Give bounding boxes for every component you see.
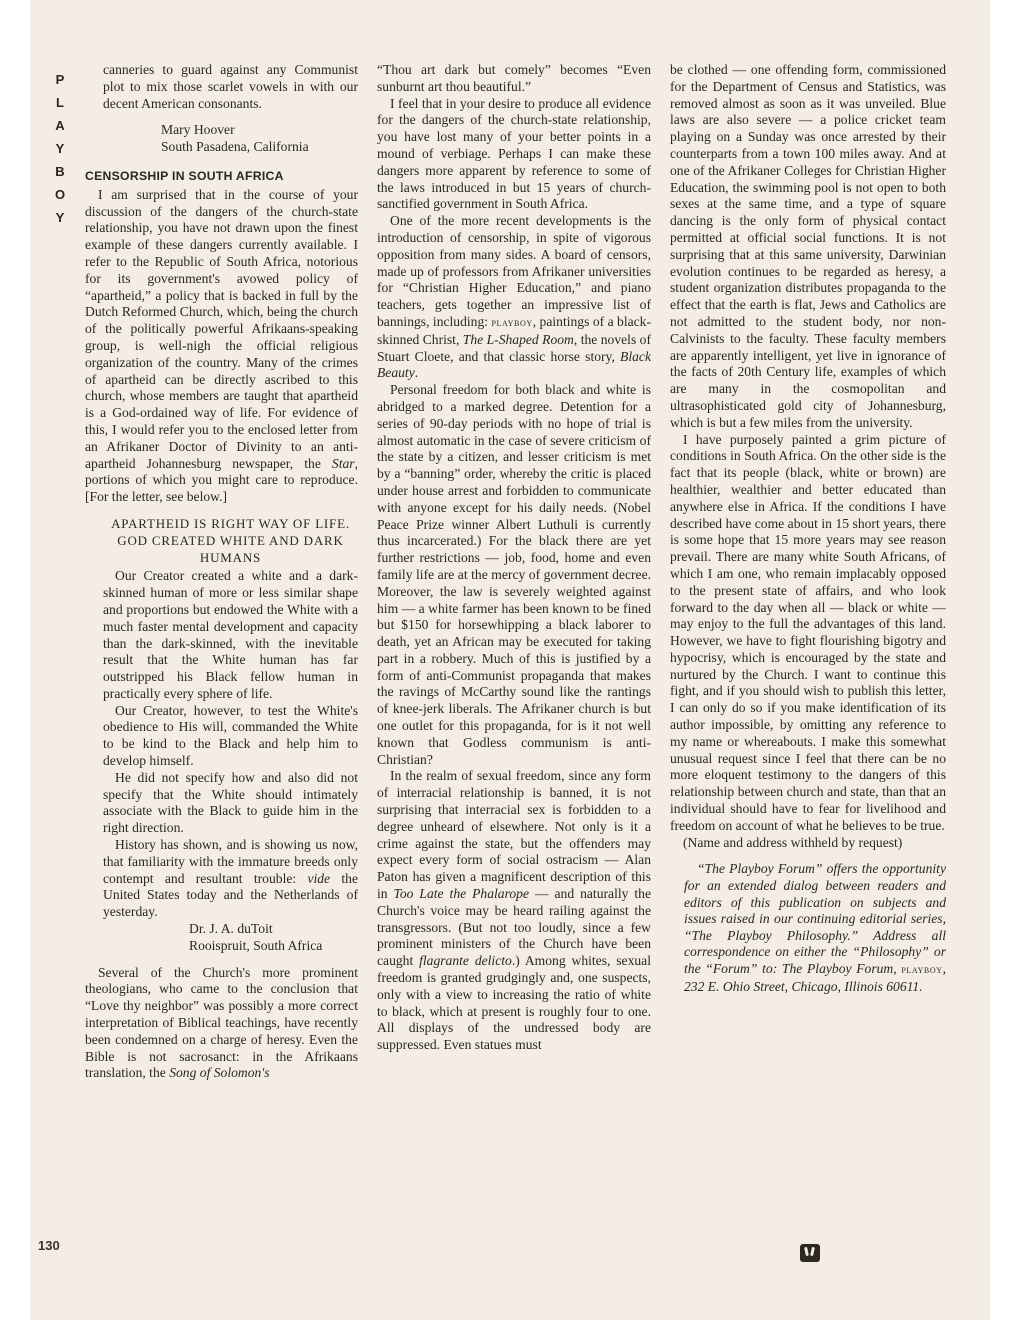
text-run: One of the more recent developments is the introduction of censorship, in spite of vigorous opposition from many sides. A board of censors, made up of professors from Afrikaner universities for “Christian Higher Education,” and piano teachers, gets together an impressive list of bannings, including: [377, 213, 651, 329]
text-run: , paintings of a black-skinned Christ, [377, 313, 651, 347]
italic-run: flagrante delicto [419, 953, 512, 969]
signature-name: Mary Hoover [161, 122, 235, 138]
masthead-letter: L [56, 95, 64, 110]
letter-signoff: (Name and address withheld by request) [683, 834, 903, 850]
italic-run: vide [307, 870, 331, 886]
masthead-letter: O [54, 187, 66, 202]
text-run: I am surprised that in the course of your discussion of the dangers of the church-state relationship, you have not drawn upon the finest example of these dangers currently available. I refer to the Republic of South Africa, notorious for its government's avowed policy of “apartheid,” a policy that is backed in full by the Dutch Reformed Church, which, being the church of the politically powerful Afrikaans-speaking group, is well-nigh the official religious organization of the country. Many of the crimes of apartheid can be directly ascribed to this church, whose members are taught that apartheid is a God-ordained way of life. For evidence of this, I would refer you to the enclosed letter from an Afrikaner Doctor of Divinity to an anti-apartheid Johannesburg newspaper, the [85, 186, 358, 471]
italic-run: Song of Solomon's [169, 1065, 270, 1081]
playboy-vertical-masthead [52, 68, 68, 229]
text-run: “The Playboy Forum” offers the opportunity for an extended dialog between readers and editors of this publication on subjects and issues raised in our continuing editorial series, “The Playboy Philosophy.” Address all correspondence on either the “Philosophy” or the “Forum” to: The Playboy Forum, [684, 861, 946, 977]
letter-paragraph [377, 768, 651, 1054]
quoted-paragraph: He did not specify how and also did not specify that the White should intimately associate with the Black to guide him in the right direction. [103, 769, 358, 836]
playboy-small-caps: playboy [901, 964, 943, 977]
masthead-letter: Y [55, 210, 65, 225]
letter-paragraph [85, 965, 358, 1083]
text-run: , the novels of Stuart Cloete, and that classic horse story, [377, 331, 651, 364]
magazine-page [30, 0, 990, 1320]
page-number: 130 [38, 1238, 60, 1253]
text-run: .) Among whites, sexual freedom is granted grudgingly and, one suspects, only with a view to increasing the ratio of white to black, which at present is roughly four to one. All displays of the undressed body are suppressed. Even statues must [377, 953, 651, 1053]
text-run: History has shown, and is showing us now, that familiarity with the immature breeds only contempt and resultant trouble: [103, 837, 358, 886]
continued-paragraph: “Thou art dark but comely” becomes “Even sunburnt art thou beautiful.” [377, 62, 651, 94]
quoted-paragraph: Our Creator created a white and a dark-skinned human of more or less similar shape and proportions but endowed the White with a much faster mental development and capacity than the dark-skinned, with the inevitable result that the White human has far outstripped his Black fellow human in practically every sphere of life. [103, 568, 358, 701]
text-run: Several of the Church's more prominent theologians, who came to the conclusion that “Love thy neighbor” was possibly a more correct interpretation of Biblical teachings, have recently been condemned on a charge of heresy. Even the Bible is not sacrosanct: in the Afrikaans translation, the [85, 964, 358, 1081]
text-run: the United States today and the Netherlands of yesterday. [103, 870, 358, 920]
text-run: , portions of which you might care to reproduce. [For the letter, see below.] [85, 455, 358, 505]
italic-run: Too Late the Phalarope [393, 886, 529, 902]
italic-run: The L-Shaped Room [462, 331, 574, 347]
text-run: In the realm of sexual freedom, since any form of interracial relationship is banned, it is not surprising that interracial sex is forbidden to a degree unheard of elsewhere. Not only is it a crime against the state, but the offenders may expect every form of social ostracism — Alan Paton has given a magnificent description of this in [377, 768, 651, 902]
quoted-paragraph [103, 837, 358, 921]
quoted-paragraph: Our Creator, however, to test the White's obedience to His will, commanded the White to be kind to the Black and help him to develop himself. [103, 702, 358, 769]
letter-paragraph: I feel that in your desire to produce all evidence for the dangers of the church-state relationship, you have lost many of your better points in a mound of verbiage. Perhaps I can make these dangers more apparent by reference to some of the laws introduced in but 15 years of church-sanctified government in South Africa. [377, 95, 651, 212]
playboy-small-caps: playboy [491, 316, 533, 329]
column-3 [670, 62, 946, 995]
signature-name: Dr. J. A. duToit [189, 921, 273, 937]
letter-paragraph: Personal freedom for both black and white is abridged to a marked degree. Detention for a series of 90-day periods with no hope of trial is almost automatic in the case of severe criticism of the state by a citizen, and lesser criticism is met by a “banning” order, whereby the critic is placed under house arrest and forbidden to communicate with anyone except for his daily needs. (Nobel Peace Prize winner Albert Luthuli is currently thus incarcerated.) For the black there are yet further restrictions — job, food, home and even family life are at the mercy of government decree. Moreover, the law is severely weighted against him — a white farmer has been known to be fined but $150 for horsewhipping a black laborer to death, yet an African may be executed for taking part in a robbery. Much of this is justified by a form of anti-Communist propaganda that makes the ravings of McCarthy sound like the rantings of knee-jerk liberals. The Afrikaner church is but one outlet for this propaganda, for is it not well known that Godless communism is anti-Christian? [377, 382, 651, 767]
signature-place: Rooispruit, South Africa [189, 937, 323, 953]
text-run: — and naturally the Church's voice may be heard railing against the transgressors. (But not too loudly, since a few prominent ministers of the Church have been caught [377, 886, 651, 969]
forum-editorial-note [684, 861, 946, 995]
continued-paragraph: be clothed — one offending form, commissioned for the Department of Census and Statistics, was removed almost as soon as it was unveiled. Blue laws are also severe — a police cricket team playing on a Sunday was once arrested by their counterparts from a town 100 miles away. And at one of the Afrikaner Colleges for Christian Higher Education, the swimming pool is not open to both sexes at the same time, and a type of square dancing is the only form of physical contact permitted at official social functions. It is not surprising that at this same university, Darwinian evolution continues to be regarded as heresy, a student organization distributes propaganda to the effect that the earth is flat, Jews and Catholics are not admitted to the student body, nor non-Calvinists to the faculty. These faculty members are apparently intelligent, yet live in ignorance of the facts of 20th Century life, examples of which are many in the cosmopolitan and ultrasophisticated gold city of Johannesburg, which is but a few miles from the university. [670, 62, 946, 430]
continued-paragraph: canneries to guard against any Communist plot to mix those scarlet vowels in with our decent American consonants. [103, 62, 358, 111]
masthead-letter: B [55, 164, 65, 179]
masthead-letter: Y [55, 141, 65, 156]
forum-note-paragraph [684, 861, 946, 995]
italic-run: Star [331, 455, 355, 471]
quoted-letter [103, 516, 358, 955]
letter-paragraph: I have purposely painted a grim picture of conditions in South Africa. On the other side is the fact that its people (black, white or brown) are healthier, wealthier and better educated than anywhere else in Africa. If the conditions I have described have come about in 15 short years, there is some hope that 15 more years may see reason prevail. There are many white South Africans, of which I am one, who remain implacably opposed to the present state of affairs, and who look forward to the day when all — black or white — may enjoy to the full the advantages of this land. However, we have to fight flourishing bigotry and hypocrisy, which is encouraged by the state and nurtured by the Church. I want to continue this fight, and if you should wish to publish this letter, I can only do so if you make identification of its author impossible, by omitting any reference to my name or whereabouts. I make this somewhat unusual request since I feel that there can be no more eloquent testimony to the dangers of this relationship between church and state, than that an individual should have to fear for livelihood and freedom on account of what he believes to be true. [670, 431, 946, 833]
text-run: , 232 E. Ohio Street, Chicago, Illinois 60611. [684, 961, 946, 994]
column-2 [377, 62, 651, 1054]
signature-place: South Pasadena, California [161, 139, 309, 155]
masthead-letter: A [55, 118, 65, 133]
italic-run: Black Beauty [377, 348, 651, 381]
letter-paragraph [85, 187, 358, 506]
rabbit-head-logo-icon [800, 1244, 820, 1262]
masthead-letter: P [55, 72, 65, 87]
quoted-letter-title: APARTHEID IS RIGHT WAY OF LIFE. GOD CREATED WHITE AND DARK HUMANS [111, 515, 350, 565]
section-heading: CENSORSHIP IN SOUTH AFRICA [85, 168, 284, 183]
rabbit-head-icon [800, 1244, 820, 1262]
text-run: . [414, 365, 419, 381]
column-1 [85, 62, 358, 1082]
letter-paragraph [377, 213, 651, 382]
